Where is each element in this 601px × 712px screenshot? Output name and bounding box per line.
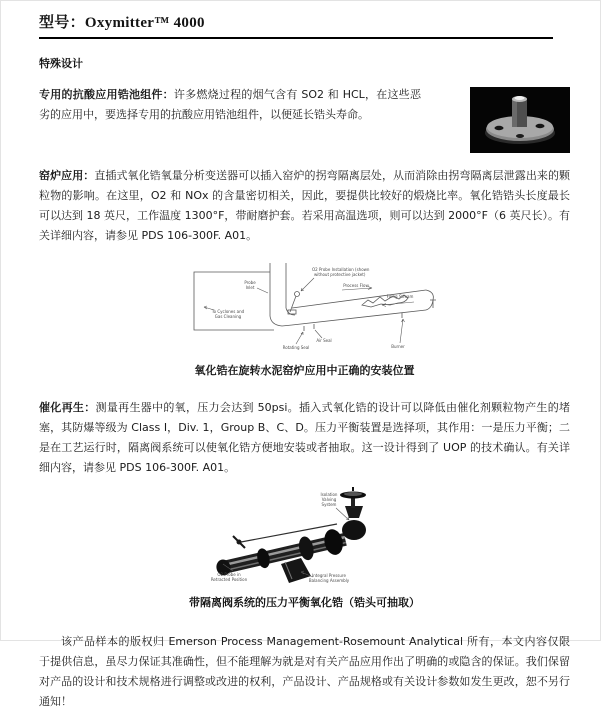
label-process-flow: Process Flow <box>342 283 369 288</box>
label-pressure-line1: Integral Pressure <box>311 573 346 578</box>
label-probe-inlet-line1: Probe <box>243 280 256 285</box>
label-retracted-line1: O2 Probe in <box>216 572 241 577</box>
figure-kiln-diagram <box>39 258 570 354</box>
label-probe-inlet-line2: Inlet <box>245 285 254 290</box>
label-firing-stream: Firing Stream <box>386 294 413 299</box>
figure-probe-diagram <box>39 484 570 586</box>
label-pressure-line2: Balancing Assembly <box>308 578 349 583</box>
section-heading: 特殊设计 <box>39 57 83 70</box>
label-retracted-line2: Retracted Position <box>210 577 247 582</box>
flange-photo <box>470 87 570 153</box>
label-burner: Burner <box>390 344 405 349</box>
paragraph-lead: 催化再生： <box>39 401 96 414</box>
label-isolation-line1: Isolation <box>320 492 337 497</box>
label-isolation-line3: System <box>321 502 336 507</box>
probe-diagram-image <box>189 484 421 586</box>
label-cyclones-line2: Gas Cleaning <box>214 314 241 319</box>
label-o2-probe-line2: without protective jacket) <box>313 272 365 277</box>
label-cyclones-line1: To Cyclones and <box>211 309 244 314</box>
paragraph-kiln-application <box>39 166 570 246</box>
label-o2-probe-line1: O2 Probe Installation (shown <box>311 267 369 272</box>
page-title <box>39 11 553 39</box>
figure1-caption: 氧化锆在旋转水泥窑炉应用中正确的安装位置 <box>194 364 415 377</box>
paragraph-body: 直插式氧化锆氧量分析变送器可以插入窑炉的拐弯隔离层处，从而消除由拐弯隔离层泄露出来的颗粒物的影响。在这里，O2 和 NOx 的含量密切相关，因此，要提供比较好的煅烧比率。氧化锆锆头长度最长可以达到 18 英尺，工作温度 1300°F，带耐磨护套。若采用高温选项，则可以达到 2000°F（6 英尺长）。有关详细内容，请参见 PDS 106-300F. A01。 <box>39 169 571 242</box>
paragraph-copyright: 该产品样本的版权归 Emerson Process Management-Rosemount Analytical 所有，本文内容仅限于提供信息，虽尽力保证其准确性，但不能理解为就是对有关产品应用作出了明确的或隐含的保证。我们保留对产品的设计和技术规格进行调整或改进的权利，产品设计、产品规格或有关设计参数如发生更改，恕不另行通知！ <box>39 635 570 708</box>
label-air-seal: Air Seal <box>315 338 332 343</box>
model-label: 型号： <box>39 15 85 31</box>
paragraph-catalytic-regeneration <box>39 398 570 478</box>
flange-photo-image <box>470 87 570 153</box>
paragraph-lead: 窑炉应用： <box>39 169 95 182</box>
figure2-caption: 带隔离阀系统的压力平衡氧化锆（锆头可抽取） <box>189 596 420 609</box>
model-name: Oxymitter™ 4000 <box>84 15 205 31</box>
paragraph-body: 测量再生器中的氧，压力会达到 50psi。插入式氧化锆的设计可以降低由催化剂颗粒物产生的堵塞，其防爆等级为 Class I，Div. 1，Group B、C、D。压力平衡装置是选择项，其作用：一是压力平衡；二是在工艺运行时，隔离阀系统可以使氧化锆方便地安装或者抽取。这一设计得到了 UOP 的技术确认。有关详细内容，请参见 PDS 106-300F. A01。 <box>39 401 570 474</box>
paragraph-body: 许多燃烧过程的烟气含有 SO2 和 HCL，在这些恶劣的应用中，要选择专用的抗酸应用锆池组件，以便延长锆头寿命。 <box>39 88 421 121</box>
kiln-diagram-image <box>174 258 436 354</box>
paragraph-lead: 专用的抗酸应用锆池组件： <box>39 88 174 101</box>
paragraph-acid-resistant <box>39 85 421 153</box>
label-rotating-seal: Rotating Seal <box>282 345 309 350</box>
label-isolation-line2: Valving <box>321 497 336 502</box>
